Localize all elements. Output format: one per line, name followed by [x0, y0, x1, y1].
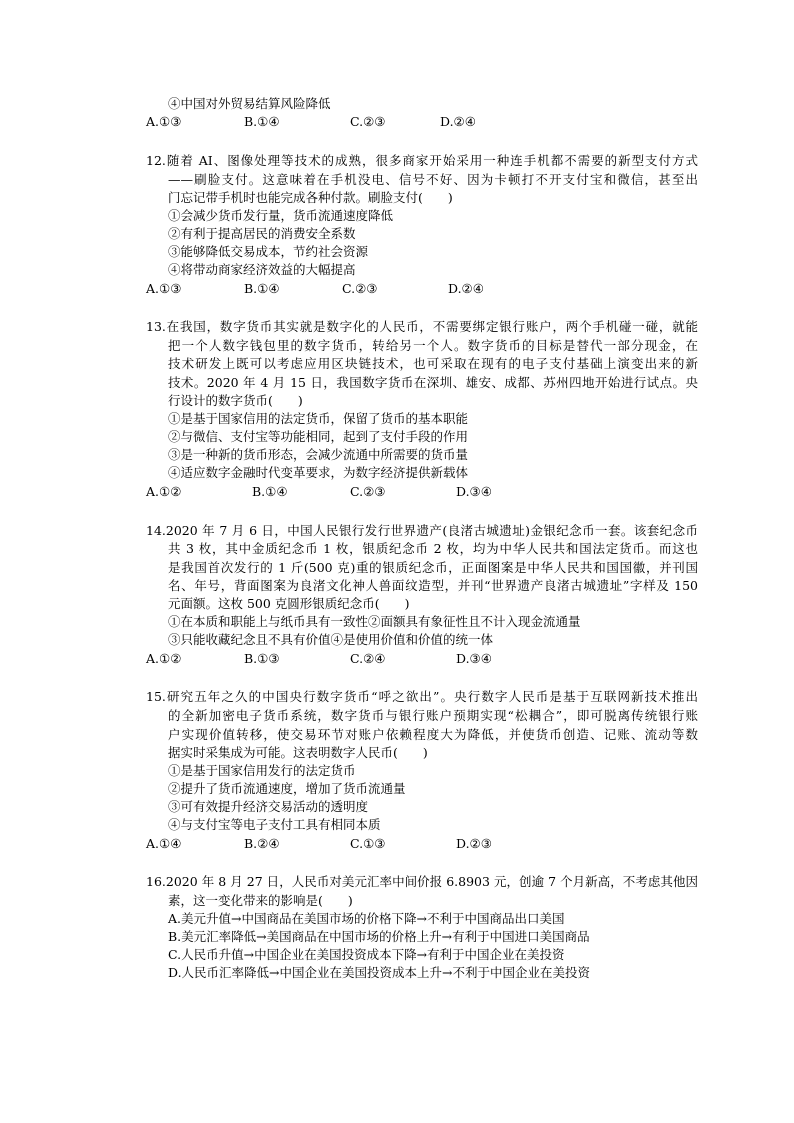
choice-b: B.①④ [244, 281, 280, 296]
question-stem-line: 是我国首次发行的 1 斤(500 克)重的银质纪念币，正面图案是中华人民共和国国徽，并刊国 [168, 560, 698, 575]
choice-c: C.②③ [342, 281, 378, 296]
question-stem-line: 把一个人数字钱包里的数字货币，转给另一个人。数字货币的目标是替代一部分现金，在 [168, 338, 698, 353]
option-line: ③是一种新的货币形态，会减少流通中所需要的货币量 [168, 447, 469, 462]
question-stem-line: ——刷脸支付。这意味着在手机没电、信号不好、因为卡顿打不开支付宝和微信，甚至出 [168, 172, 698, 187]
question-stem-line: 14.2020 年 7 月 6 日，中国人民银行发行世界遗产(良渚古城遗址)金银纪念币一套。该套纪念币 [146, 523, 698, 538]
choice-d: D.②④ [448, 281, 484, 296]
choice-c: C.①③ [350, 836, 386, 851]
option-line: ①会减少货币发行量，货币流通速度降低 [168, 208, 394, 223]
choice-c: C.②③ [350, 114, 386, 129]
option-line: ④适应数字金融时代变革要求，为数字经济提供新载体 [168, 465, 469, 480]
choice-a: A.①④ [146, 836, 182, 851]
question-stem-line: 13.在我国，数字货币其实就是数字化的人民币，不需要绑定银行账户，两个手机碰一碰，就能 [146, 319, 698, 334]
choice-d: D.③④ [456, 484, 492, 499]
choice-b: B.①④ [252, 484, 288, 499]
option-line: ③可有效提升经济交易活动的透明度 [168, 799, 369, 814]
choice-a: A.①② [146, 484, 182, 499]
choice-a: A.①③ [146, 114, 182, 129]
choice-a: A.①② [146, 651, 182, 666]
choice-b: B.②④ [244, 836, 280, 851]
question-stem-line: 15.研究五年之久的中国央行数字货币“呼之欲出”。央行数字人民币是基于互联网新技术推出 [146, 689, 698, 704]
option-line: ③能够降低交易成本，节约社会资源 [168, 244, 369, 259]
option-line: ①在本质和职能上与纸币具有一致性②面额具有象征性且不计入现金流通量 [168, 614, 581, 629]
choice-b: B.①③ [244, 651, 280, 666]
question-stem-line: 元面额。这枚 500 克圆形银质纪念币( ) [168, 596, 410, 611]
question-stem-line: 门忘记带手机时也能完成各种付款。刷脸支付( ) [168, 190, 453, 205]
question-stem-line: 名、年号，背面图案为良渚文化神人兽面纹造型，并刊“世界遗产良渚古城遗址”字样及 150 [168, 578, 698, 593]
question-stem-line: 素，这一变化带来的影响是( ) [168, 893, 353, 908]
option-line: ③只能收藏纪念且不具有价值④是使用价值和价值的统一体 [168, 632, 494, 647]
option-line: ④与支付宝等电子支付工具有相同本质 [168, 817, 381, 832]
question-stem-line: 户实现价值转移，使交易环节对账户依赖程度大为降低，并使货币创造、记账、流动等数 [168, 727, 698, 742]
option-line: D.人民币汇率降低→中国企业在美国投资成本上升→不利于中国企业在美投资 [168, 965, 590, 980]
question-stem-line: 行设计的数字货币( ) [168, 393, 303, 408]
choice-d: D.③④ [456, 651, 492, 666]
question-stem-line: 16.2020 年 8 月 27 日，人民币对美元汇率中间价报 6.8903 元，创逾 7 个月新高，不考虑其他因 [146, 874, 698, 889]
choice-d: D.②③ [456, 836, 492, 851]
option-line: B.美元汇率降低→美国商品在中国市场的价格上升→有利于中国进口美国商品 [168, 929, 590, 944]
question-stem-line: 技术。2020 年 4 月 15 日，我国数字货币在深圳、雄安、成都、苏州四地开始进行试点。央 [168, 375, 698, 390]
option-line: ②与微信、支付宝等功能相同，起到了支付手段的作用 [168, 429, 469, 444]
choice-d: D.②④ [440, 114, 476, 129]
question-stem-line: 的全新加密电子货币系统，数字货币与银行账户预期实现“松耦合”，即可脱离传统银行账 [168, 708, 698, 723]
choice-a: A.①③ [146, 281, 182, 296]
option-line: ①是基于国家信用的法定货币，保留了货币的基本职能 [168, 411, 469, 426]
question-stem-line: 据实时采集成为可能。这表明数字人民币( ) [168, 745, 428, 760]
option-line: ②有利于提高居民的消费安全系数 [168, 226, 356, 241]
choice-c: C.②③ [350, 484, 386, 499]
choice-c: C.②④ [350, 651, 386, 666]
option-line: A.美元升值→中国商品在美国市场的价格下降→不利于中国商品出口美国 [168, 911, 565, 926]
question-stem-line: 共 3 枚，其中金质纪念币 1 枚，银质纪念币 2 枚，均为中华人民共和国法定货币。而这也 [168, 541, 698, 556]
option-line: ①是基于国家信用发行的法定货币 [168, 763, 356, 778]
question-stem-line: 技术研发上既可以考虑应用区块链技术，也可采取在现有的电子支付基础上演变出来的新 [168, 356, 698, 371]
option-line: ④中国对外贸易结算风险降低 [168, 96, 331, 111]
option-line: ②提升了货币流通速度，增加了货币流通量 [168, 781, 406, 796]
question-stem-line: 12.随着 AI、图像处理等技术的成熟，很多商家开始采用一种连手机都不需要的新型支付方式 [146, 153, 698, 168]
choice-b: B.①④ [244, 114, 280, 129]
option-line: ④将带动商家经济效益的大幅提高 [168, 262, 356, 277]
option-line: C.人民币升值→中国企业在美国投资成本下降→有利于中国企业在美投资 [168, 947, 565, 962]
